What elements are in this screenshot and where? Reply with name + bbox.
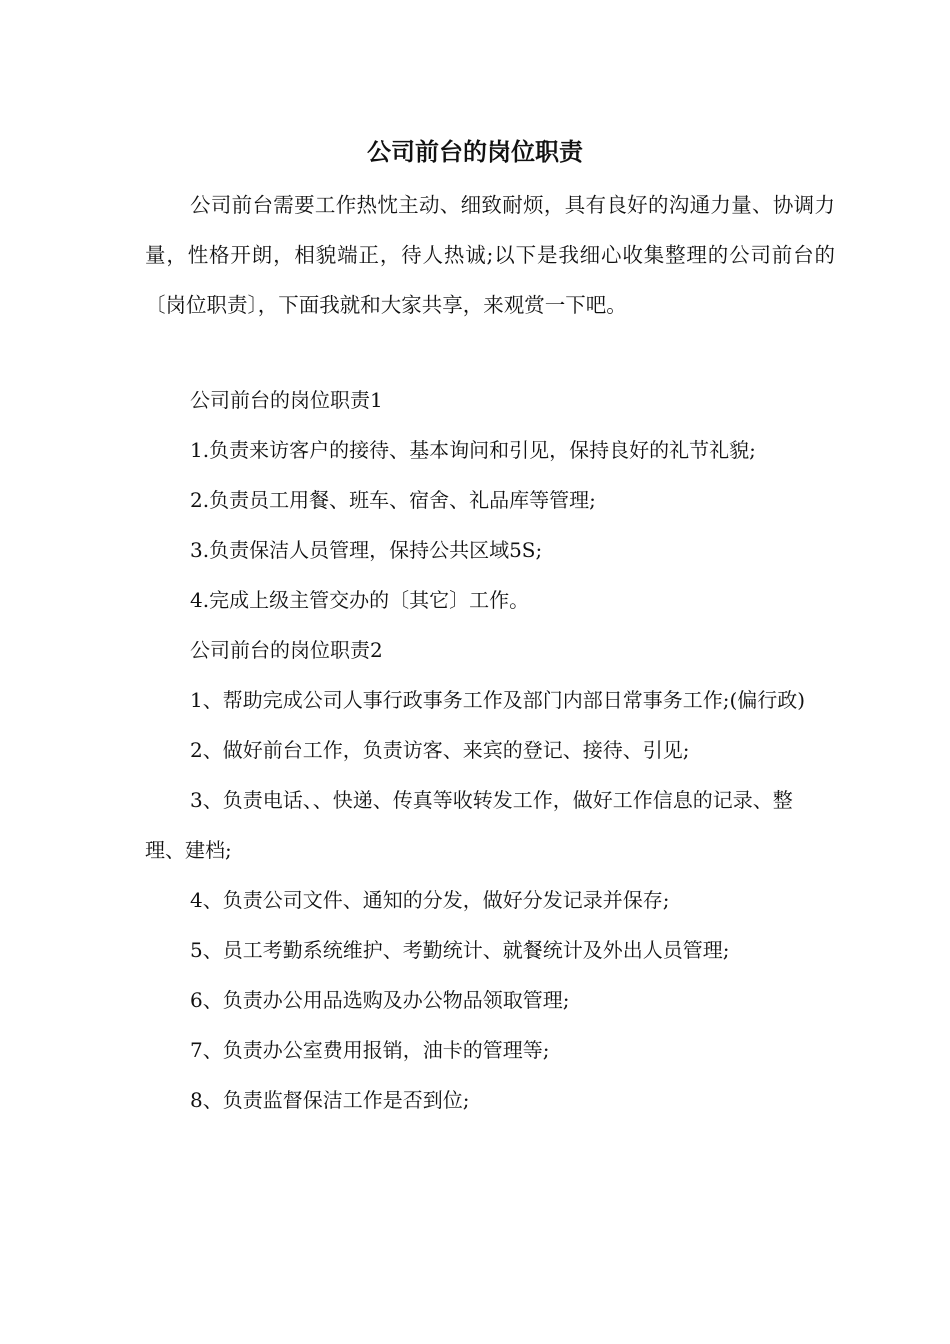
duty-item: 2.负责员工用餐、班车、宿舍、礼品库等管理; (190, 488, 596, 512)
duty-item: 5、员工考勤系统维护、考勤统计、就餐统计及外出人员管理; (190, 938, 730, 962)
duty-item: 4、负责公司文件、通知的分发，做好分发记录并保存; (190, 888, 670, 912)
section-heading-2: 公司前台的岗位职责2 (190, 638, 383, 662)
duty-item: 1、帮助完成公司人事行政事务工作及部门内部日常事务工作;(偏行政) (190, 688, 806, 712)
duty-item: 4.完成上级主管交办的〔其它〕工作。 (190, 588, 530, 612)
duty-item: 3、负责电话、、快递、传真等收转发工作，做好工作信息的记录、整理、建档; (145, 788, 793, 862)
duty-item: 2、做好前台工作，负责访客、来宾的登记、接待、引见; (190, 738, 690, 762)
duty-item: 7、负责办公室费用报销，油卡的管理等; (190, 1038, 550, 1062)
document-body (145, 375, 815, 1125)
document-title: 公司前台的岗位职责 (367, 137, 583, 166)
duty-item: 1.负责来访客户的接待、基本询问和引见，保持良好的礼节礼貌; (190, 438, 756, 462)
duty-item: 8、负责监督保洁工作是否到位; (190, 1088, 470, 1112)
intro-paragraph: 公司前台需要工作热忱主动、细致耐烦，具有良好的沟通力量、协调力量，性格开朗，相貌端正，待人热诚;以下是我细心收集整理的公司前台的〔岗位职责〕，下面我就和大家共享，来观赏一下吧。 (145, 193, 835, 317)
duty-item: 3.负责保洁人员管理，保持公共区域5S; (190, 538, 543, 562)
section-heading-1: 公司前台的岗位职责1 (190, 388, 383, 412)
duty-item: 6、负责办公用品选购及办公物品领取管理; (190, 988, 570, 1012)
